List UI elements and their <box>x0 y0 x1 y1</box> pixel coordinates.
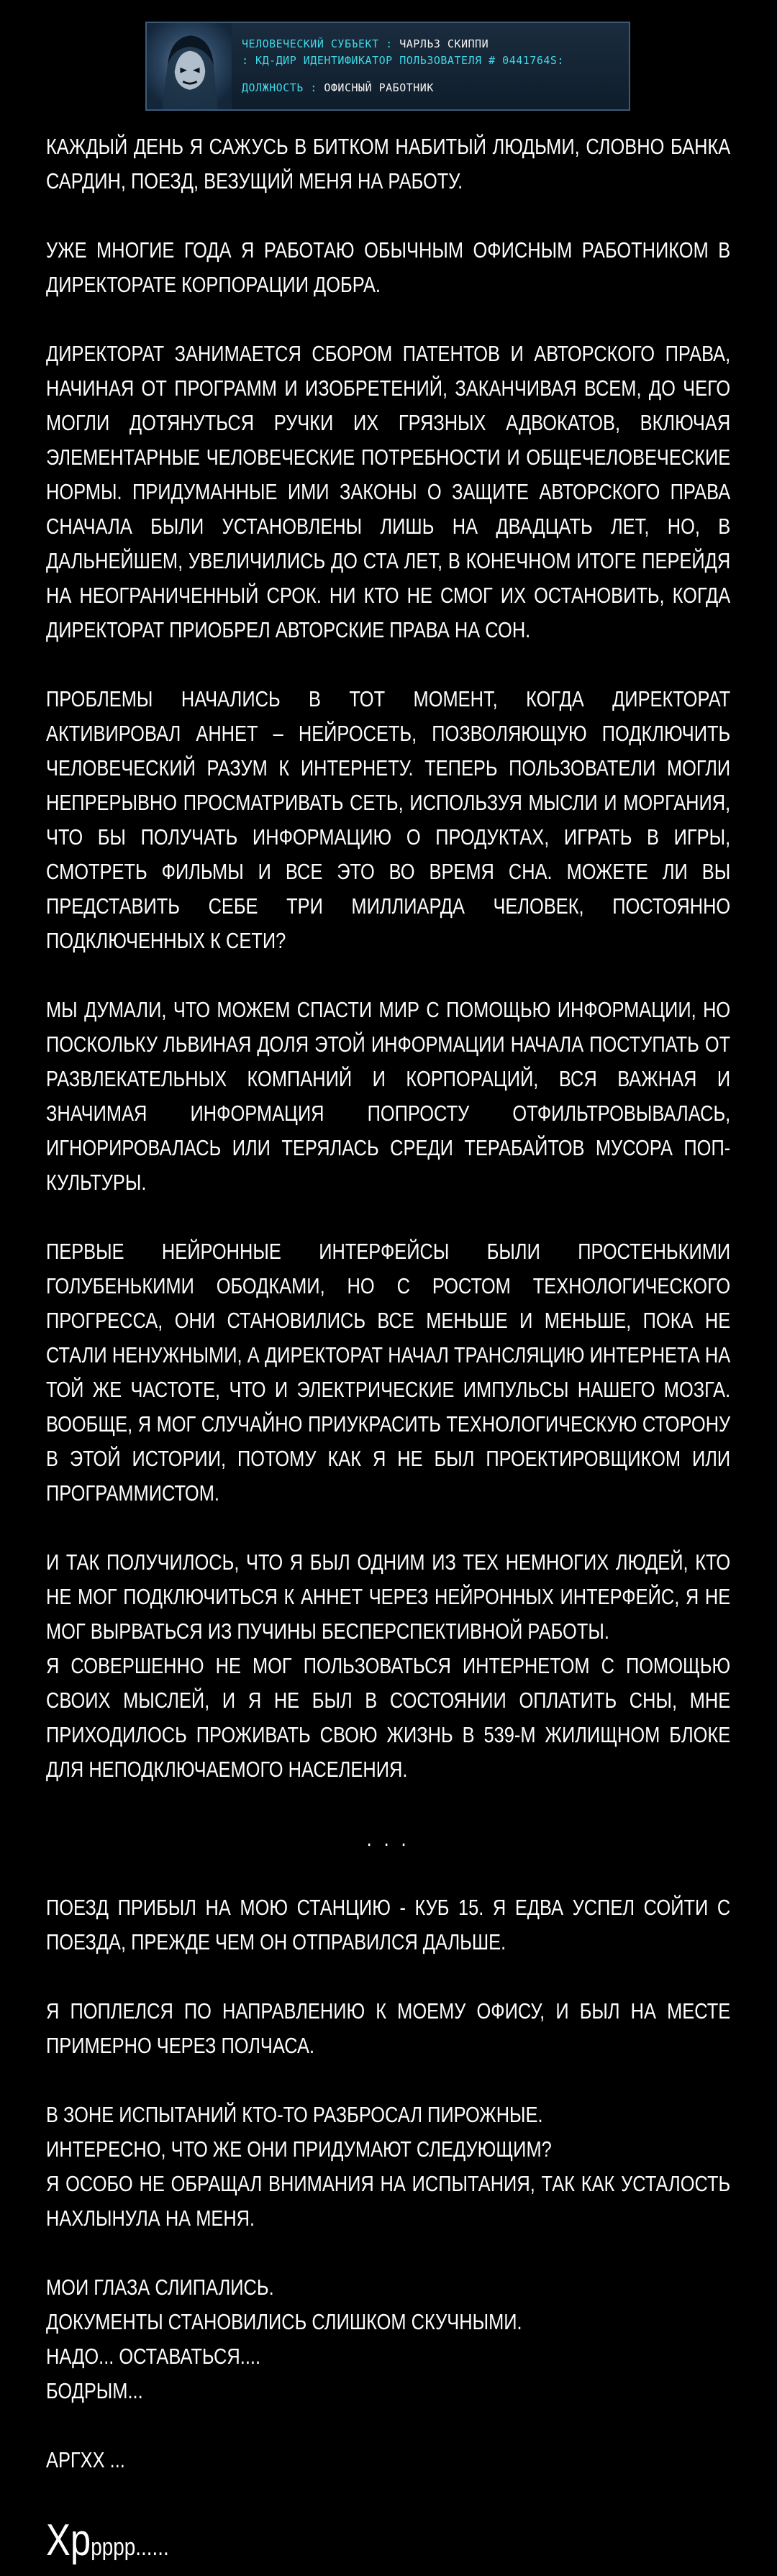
user-id-label: : КД-ДИР ИДЕНТИФИКАТОР ПОЛЬЗОВАТЕЛЯ # 0441764S: <box>242 54 564 68</box>
paragraph-5: МЫ ДУМАЛИ, ЧТО МОЖЕМ СПАСТИ МИР С ПОМОЩЬЮ ИНФОРМАЦИИ, НО ПОСКОЛЬКУ ЛЬВИНАЯ ДОЛЯ ЭТОЙ ИНФОРМАЦИИ НАЧАЛА ПОСТУПАТЬ ОТ РАЗВЛЕКАТЕЛЬНЫХ КОМПАНИЙ И КОРПОРАЦИЙ, ВСЯ ВАЖНАЯ И ЗНАЧИМАЯ ИНФОРМАЦИЯ ПОПРОСТУ ОТФИЛЬТРОВЫВАЛАСЬ, ИГНОРИРОВАЛАСЬ ИЛИ ТЕРЯЛАСЬ СРЕДИ ТЕРАБАЙТОВ МУСОРА ПОП-КУЛЬТУРЫ. <box>46 997 731 1195</box>
paragraph-7-line-2: Я СОВЕРШЕННО НЕ МОГ ПОЛЬЗОВАТЬСЯ ИНТЕРНЕТОМ С ПОМОЩЬЮ СВОИХ МЫСЛЕЙ, И Я НЕ БЫЛ В СОСТОЯНИИ ОПЛАТИТЬ СНЫ, МНЕ ПРИХОДИЛОСЬ ПРОЖИВАТЬ СВОЮ ЖИЗНЬ В 539-М ЖИЛИЩНОМ БЛОКЕ ДЛЯ НЕПОДКЛЮЧАЕМОГО НАСЕЛЕНИЯ. <box>46 1653 731 1782</box>
story-text <box>46 129 731 2576</box>
paragraph-11 <box>46 2270 730 2408</box>
paragraph-8: ПОЕЗД ПРИБЫЛ НА МОЮ СТАНЦИЮ - КУБ 15. Я ЕДВА УСПЕЛ СОЙТИ С ПОЕЗДА, ПРЕЖДЕ ЧЕМ ОН ОТПРАВИЛСЯ ДАЛЬШЕ. <box>46 1895 731 1954</box>
paragraph-7-line-1: И ТАК ПОЛУЧИЛОСЬ, ЧТО Я БЫЛ ОДНИМ ИЗ ТЕХ НЕМНОГИХ ЛЮДЕЙ, КТО НЕ МОГ ПОДКЛЮЧИТЬСЯ К АННЕТ ЧЕРЕЗ НЕЙРОННЫХ ИНТЕРФЕЙС, Я НЕ МОГ ВЫРВАТЬСЯ ИЗ ПУЧИНЫ БЕСПЕРСПЕКТИВНОЙ РАБОТЫ. <box>46 1549 731 1644</box>
paragraph-4: ПРОБЛЕМЫ НАЧАЛИСЬ В ТОТ МОМЕНТ, КОГДА ДИРЕКТОРАТ АКТИВИРОВАЛ АННЕТ – НЕЙРОСЕТЬ, ПОЗВОЛЯЮЩУЮ ПОДКЛЮЧИТЬ ЧЕЛОВЕЧЕСКИЙ РАЗУМ К ИНТЕРНЕТУ. ТЕПЕРЬ ПОЛЬЗОВАТЕЛИ МОГЛИ НЕПРЕРЫВНО ПРОСМАТРИВАТЬ СЕТЬ, ИСПОЛЬЗУЯ МЫСЛИ И МОРГАНИЯ, ЧТО БЫ ПОЛУЧАТЬ ИНФОРМАЦИЮ О ПРОДУКТАХ, ИГРАТЬ В ИГРЫ, СМОТРЕТЬ ФИЛЬМЫ И ВСЕ ЭТО ВО ВРЕМЯ СНА. МОЖЕТЕ ЛИ ВЫ ПРЕДСТАВИТЬ СЕБЕ ТРИ МИЛЛИАРДА ЧЕЛОВЕК, ПОСТОЯННО ПОДКЛЮЧЕННЫХ К СЕТИ? <box>46 686 731 953</box>
position-line <box>242 80 619 96</box>
snoring-sound-text <box>46 2512 730 2576</box>
paragraph-10-line-3: Я ОСОБО НЕ ОБРАЩАЛ ВНИМАНИЯ НА ИСПЫТАНИЯ, ТАК КАК УСТАЛОСТЬ НАХЛЫНУЛА НА МЕНЯ. <box>46 2171 731 2231</box>
subject-label: ЧЕЛОВЕЧЕСКИЙ СУБЪЕКТ : <box>242 37 393 51</box>
user-id-line <box>242 53 619 69</box>
paragraph-7 <box>46 1545 730 1787</box>
paragraph-6: ПЕРВЫЕ НЕЙРОННЫЕ ИНТЕРФЕЙСЫ БЫЛИ ПРОСТЕНЬКИМИ ГОЛУБЕНЬКИМИ ОБОДКАМИ, НО С РОСТОМ ТЕХНОЛОГИЧЕСКОГО ПРОГРЕССА, ОНИ СТАНОВИЛИСЬ ВСЕ МЕНЬШЕ И МЕНЬШЕ, ПОКА НЕ СТАЛИ НЕНУЖНЫМИ, А ДИРЕКТОРАТ НАЧАЛ ТРАНСЛЯЦИЮ ИНТЕРНЕТА НА ТОЙ ЖЕ ЧАСТОТЕ, ЧТО И ЭЛЕКТРИЧЕСКИЕ ИМПУЛЬСЫ НАШЕГО МОЗГА. ВООБЩЕ, Я МОГ СЛУЧАЙНО ПРИУКРАСИТЬ ТЕХНОЛОГИЧЕСКУЮ СТОРОНУ В ЭТОЙ ИСТОРИИ, ПОТОМУ КАК Я НЕ БЫЛ ПРОЕКТИРОВЩИКОМ ИЛИ ПРОГРАММИСТОМ. <box>46 1239 731 1506</box>
paragraph-2: УЖЕ МНОГИЕ ГОДА Я РАБОТАЮ ОБЫЧНЫМ ОФИСНЫМ РАБОТНИКОМ В ДИРЕКТОРАТЕ КОРПОРАЦИИ ДОБРА. <box>46 237 731 297</box>
paragraph-10 <box>46 2098 730 2236</box>
paragraph-3: ДИРЕКТОРАТ ЗАНИМАЕТСЯ СБОРОМ ПАТЕНТОВ И АВТОРСКОГО ПРАВА, НАЧИНАЯ ОТ ПРОГРАММ И ИЗОБРЕТЕНИЙ, ЗАКАНЧИВАЯ ВСЕМ, ДО ЧЕГО МОГЛИ ДОТЯНУТЬСЯ РУЧКИ ИХ ГРЯЗНЫХ АДВОКАТОВ, ВКЛЮЧАЯ ЭЛЕМЕНТАРНЫЕ ЧЕЛОВЕЧЕСКИЕ ПОТРЕБНОСТИ И ОБЩЕЧЕЛОВЕЧЕСКИЕ НОРМЫ. ПРИДУМАННЫЕ ИМИ ЗАКОНЫ О ЗАЩИТЕ АВТОРСКОГО ПРАВА СНАЧАЛА БЫЛИ УСТАНОВЛЕНЫ ЛИШЬ НА ДВАДЦАТЬ ЛЕТ, НО, В ДАЛЬНЕЙШЕМ, УВЕЛИЧИЛИСЬ ДО СТА ЛЕТ, В КОНЕЧНОМ ИТОГЕ ПЕРЕЙДЯ НА НЕОГРАНИЧЕННЫЙ СРОК. НИ КТО НЕ СМОГ ИХ ОСТАНОВИТЬ, КОГДА ДИРЕКТОРАТ ПРИОБРЕЛ АВТОРСКИЕ ПРАВА НА СОН. <box>46 341 731 642</box>
character-info-text <box>232 23 629 109</box>
subject-line <box>242 36 619 53</box>
paragraph-10-line-2: ИНТЕРЕСНО, ЧТО ЖЕ ОНИ ПРИДУМАЮТ СЛЕДУЮЩИМ? <box>46 2136 552 2162</box>
paragraph-10-line-1: В ЗОНЕ ИСПЫТАНИЙ КТО-ТО РАЗБРОСАЛ ПИРОЖНЫЕ. <box>46 2102 543 2127</box>
position-label: ДОЛЖНОСТЬ : <box>242 81 317 94</box>
snore-small: рррр...... <box>91 2534 169 2561</box>
paragraph-11-line-2: ДОКУМЕНТЫ СТАНОВИЛИСЬ СЛИШКОМ СКУЧНЫМИ. <box>46 2309 522 2334</box>
snore-big: Хр <box>46 2516 91 2565</box>
paragraph-9: Я ПОПЛЕЛСЯ ПО НАПРАВЛЕНИЮ К МОЕМУ ОФИСУ, И БЫЛ НА МЕСТЕ ПРИМЕРНО ЧЕРЕЗ ПОЛЧАСА. <box>46 1998 731 2058</box>
paragraph-11-line-4: БОДРЫМ... <box>46 2378 143 2403</box>
scene-separator: . . . <box>366 1826 410 1851</box>
paragraph-12: АРГХХ ... <box>46 2447 125 2472</box>
hooded-figure-icon <box>147 23 232 109</box>
paragraph-11-line-3: НАДО... ОСТАВАТЬСЯ.... <box>46 2344 261 2369</box>
avatar <box>147 23 232 109</box>
paragraph-1: КАЖДЫЙ ДЕНЬ Я САЖУСЬ В БИТКОМ НАБИТЫЙ ЛЮДЬМИ, СЛОВНО БАНКА САРДИН, ПОЕЗД, ВЕЗУЩИЙ МЕНЯ НА РАБОТУ. <box>46 134 731 194</box>
character-info-banner <box>145 22 630 111</box>
position-value: ОФИСНЫЙ РАБОТНИК <box>324 81 434 94</box>
subject-value: ЧАРЛЬЗ СКИППИ <box>399 37 489 51</box>
paragraph-11-line-1: МОИ ГЛАЗА СЛИПАЛИСЬ. <box>46 2275 274 2300</box>
